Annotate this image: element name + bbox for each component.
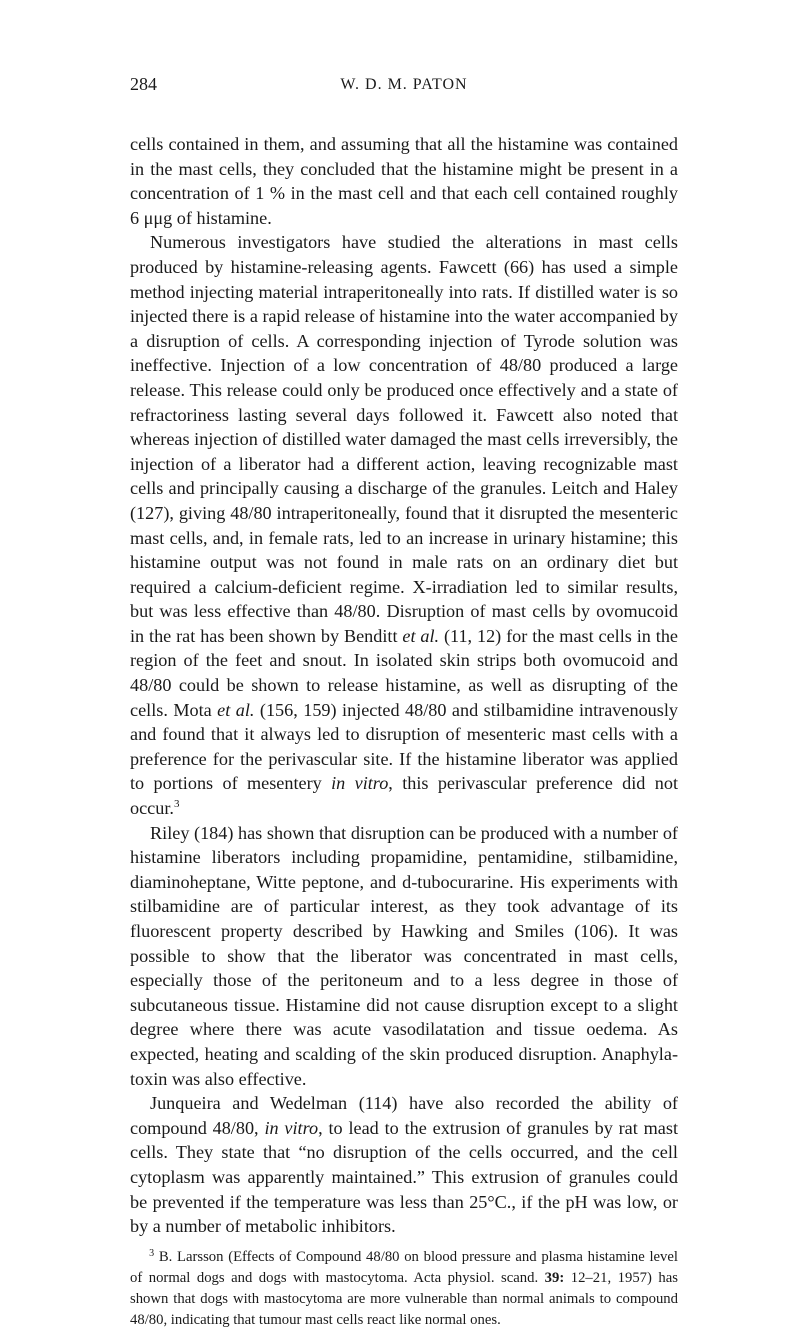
footnote-volume: 39: bbox=[544, 1269, 565, 1286]
page bbox=[130, 74, 678, 1331]
running-head: W. D. M. PATON bbox=[340, 76, 468, 93]
paragraph-4-text-1: Junqueira and Wedelman (114) have also recorded the ability of compound 48/80, bbox=[130, 1093, 678, 1138]
paragraph-2-text-3: (156, 159) injected 48/80 and stilbamidine intravenously and found that it always led to disruption of mesenteric mast cells with a preference for the perivascular site. If the histamine liberator was applied to portions of mesentery bbox=[130, 699, 678, 794]
paragraph-2-text-4: , this perivascular preference did not occur. bbox=[130, 773, 678, 819]
paragraph-4 bbox=[130, 1091, 678, 1239]
paragraph-2-text-2: (11, 12) for the mast cells in the region of the feet and snout. In isolated skin strips both ovomucoid and 48/80 could be shown to release histamine, as well as disrupting of the cells. Mota bbox=[130, 625, 678, 720]
page-header bbox=[130, 74, 678, 104]
paragraph-2 bbox=[130, 230, 678, 820]
paragraph-4-in-vitro: in vitro bbox=[264, 1117, 319, 1138]
body-text bbox=[130, 132, 678, 1239]
footnote-text-1: B. Larsson (Effects of Compound 48/80 on blood pressure and plasma histamine level of normal dogs and dogs with mastocytoma. Acta physiol. scand. bbox=[130, 1248, 678, 1286]
footnote-reference: 3 bbox=[173, 798, 180, 811]
paragraph-2-in-vitro: in vitro bbox=[331, 773, 389, 794]
paragraph-2-et-al-2: et al. bbox=[217, 699, 255, 720]
footnote-text-2: 12–21, 1957) has shown that dogs with mastocytoma are more vulnerable than normal animals to compound 48/80, indicating that tumour mast cells react like normal ones. bbox=[130, 1269, 678, 1328]
paragraph-2-text-1: Numerous investigators have studied the alterations in mast cells produced by histamine-releasing agents. Fawcett (66) has used a simple method injecting material intraperitoneally into rats. If distilled water is so injected there is a rapid release of histamine into the water accompanied by a disruption of cells. A corresponding injection of Tyrode solution was ineffective. Injection of a low concentration of 48/80 produced a large release. This release could only be produced once effectively and a state of refractoriness lasting several days followed it. Fawcett also noted that whereas injection of distilled water damaged the mast cells irreversibly, the injection of a liberator had a different action, leaving recognizable mast cells and principally causing a discharge of the granules. Leitch and Haley (127), giving 48/80 intraperitoneally, found that it disrupted the mesenteric mast cells, and, in female rats, led to an increase in urinary histamine; this histamine output was not found in male rats on an ordinary diet but required a calcium-deficient regime. X-irradiation led to similar results, but was less effective than 48/80. Disruption of mast cells by ovomucoid in the rat has been shown by Benditt bbox=[130, 232, 678, 646]
paragraph-3: Riley (184) has shown that disruption can be produced with a number of histamine liberators including propamidine, pentamidine, stilbamidine, diaminoheptane, Witte peptone, and d-tubocurarine. His experiments with stilbamidine are of particular interest, as they took advantage of its fluorescent property described by Hawking and Smiles (106). It was possible to show that the liberator was concentrated in mast cells, especially those of the peritoneum and to a less degree in those of subcutaneous tissue. Histamine did not cause disruption except to a slight degree where there was acute vasodilatation and tissue oedema. As expected, heating and scalding of the skin produced disruption. Anaphylatoxin was also effective. bbox=[130, 822, 678, 1089]
page-number: 284 bbox=[130, 74, 157, 94]
paragraph-4-text-2: , to lead to the extrusion of granules by rat mast cells. They state that “no disruption of the cells occurred, and the cell cytoplasm was apparently maintained.” This extrusion of granules could be prevented if the temperature was less than 25°C., if the pH was low, or by a number of metabolic inhibitors. bbox=[130, 1117, 678, 1237]
footnote bbox=[130, 1247, 678, 1331]
footnote-marker: 3 bbox=[149, 1247, 155, 1259]
paragraph-1: cells contained in them, and assuming that all the histamine was contained in the mast cells, they concluded that the histamine might be present in a concentration of 1 % in the mast cell and that each cell contained roughly 6 μμg of histamine. bbox=[130, 134, 678, 228]
paragraph-2-et-al-1: et al. bbox=[402, 625, 440, 646]
